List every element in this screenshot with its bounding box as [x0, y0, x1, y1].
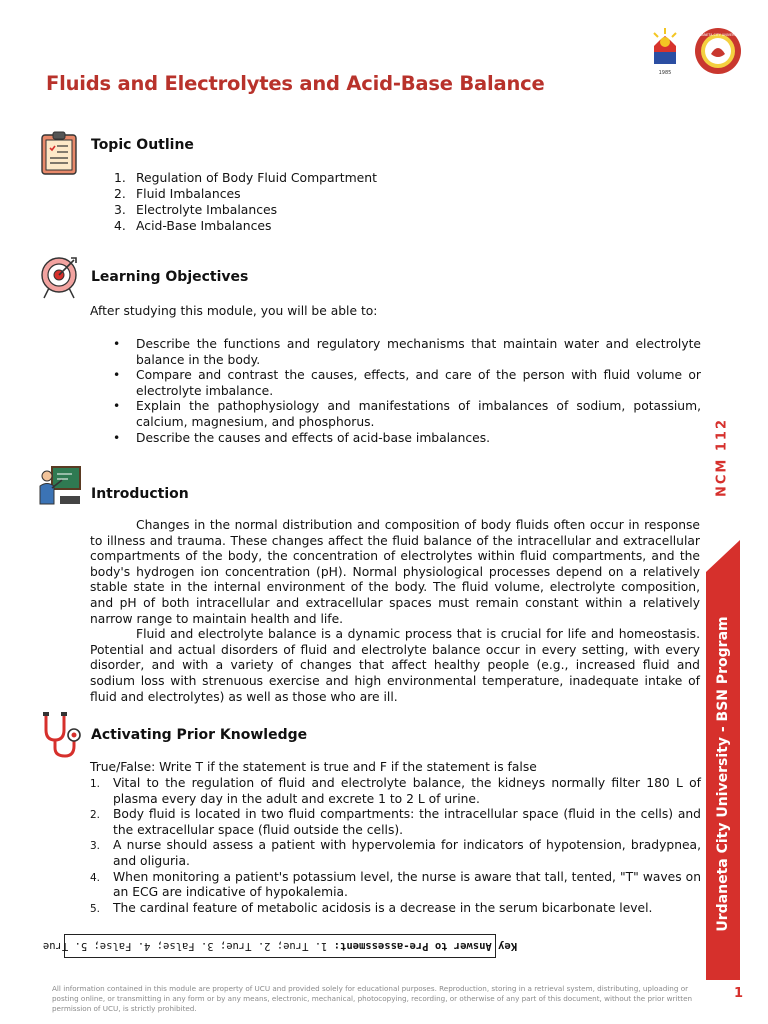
- target-icon: [38, 254, 80, 300]
- introduction-heading: Introduction: [91, 486, 189, 502]
- list-item: • Compare and contrast the causes, effects, and care of the person with fluid volume or electrolyte imbalance.: [113, 368, 701, 398]
- topic-outline-heading: Topic Outline: [91, 137, 194, 153]
- list-item: 5. The cardinal feature of metabolic acidosis is a decrease in the serum bicarbonate level.: [90, 900, 653, 915]
- list-item: • Explain the pathophysiology and manifestations of imbalances of sodium, potassium, calcium, magnesium, and phosphorus.: [113, 399, 701, 429]
- copyright-disclaimer: All information contained in this module are property of UCU and provided solely for educational purposes. Reproduction, storing in a retrieval system, distributing, uploading or posting online, or transmitting in any form or by any means, electronic, mechanical, photocopying, recording, or otherwise of any part of this document, without the prior written permission of UCU, is strictly prohibited.: [52, 984, 693, 1013]
- answer-key-values: 1. True; 2. True; 3. False; 4. False; 5. True: [42, 940, 328, 952]
- intro-paragraph: Changes in the normal distribution and composition of body fluids often occur in response to illness and trauma. These changes affect the fluid balance of the intracellular and extracellular compartments of the body, the concentration of electrolytes within fluid compartments, and the body's hydrogen ion concentration (pH). Normal physiological processes depend on a relatively stable state in the internal environment of the body. The fluid volume, electrolyte composition, and pH of both intracellular and extracellular spaces must remain constant within a relatively narrow range to maintain health and life.: [90, 518, 700, 626]
- list-item: 1. Vital to the regulation of fluid and electrolyte balance, the kidneys normally filter 180 L of plasma every day in the adult and excrete 1 to 2 L of urine.: [90, 776, 701, 806]
- list-item: 2. Body fluid is located in two fluid compartments: the intracellular space (fluid in the cells) and the extracellular space (fluid outside the cells).: [90, 807, 701, 837]
- teacher-board-icon: [38, 464, 82, 508]
- objectives-list: [110, 337, 701, 446]
- learning-objectives-heading: Learning Objectives: [91, 269, 249, 285]
- svg-text:URDANETA CITY UNIVERSITY: URDANETA CITY UNIVERSITY: [694, 33, 742, 37]
- university-logos: [640, 24, 744, 80]
- topic-outline-list: [114, 170, 377, 234]
- list-item: 2. Fluid Imbalances: [114, 186, 241, 201]
- introduction-body: [90, 518, 700, 705]
- page-number: 1: [734, 986, 744, 1001]
- list-item: 4. Acid-Base Imbalances: [114, 218, 272, 233]
- answer-key-box: [42, 934, 518, 958]
- objectives-intro: After studying this module, you will be able to:: [90, 304, 378, 318]
- list-item: 3. Electrolyte Imbalances: [114, 202, 278, 217]
- list-item: 1. Regulation of Body Fluid Compartment: [114, 170, 377, 185]
- clipboard-icon: [38, 130, 80, 176]
- list-item: 3. A nurse should assess a patient with hypervolemia for indicators of hypotension, bradypnea, and oliguria.: [90, 838, 701, 868]
- stethoscope-icon: [40, 710, 84, 760]
- true-false-instruction: True/False: Write T if the statement is true and F if the statement is false: [90, 760, 537, 774]
- ph-government-seal-logo: [642, 28, 688, 76]
- intro-paragraph: Fluid and electrolyte balance is a dynamic process that is crucial for life and homeostasis. Potential and actual disorders of fluid and electrolyte balance occur in every setting, with every disorder, and with a variety of changes that affect healthy people (e.g., increased fluid and sodium loss with strenuous exercise and high environmental temperature, inadequate intake of fluid and electrolytes) as well as those who are ill.: [90, 627, 700, 704]
- answer-key-label: Key Answer to Pre-assessment:: [333, 940, 518, 952]
- svg-text:1985: 1985: [658, 70, 672, 76]
- list-item: 4. When monitoring a patient's potassium level, the nurse is aware that tall, tented, "T" waves on an ECG are indicative of hypokalemia.: [90, 869, 701, 900]
- ucu-seal-logo: [695, 28, 743, 74]
- list-item: • Describe the functions and regulatory mechanisms that maintain water and electrolyte balance in the body.: [113, 337, 701, 367]
- true-false-list: [90, 776, 701, 916]
- prior-knowledge-heading: Activating Prior Knowledge: [91, 727, 308, 743]
- page-title: Fluids and Electrolytes and Acid-Base Balance: [46, 72, 545, 95]
- list-item: • Describe the causes and effects of acid-base imbalances.: [113, 430, 491, 445]
